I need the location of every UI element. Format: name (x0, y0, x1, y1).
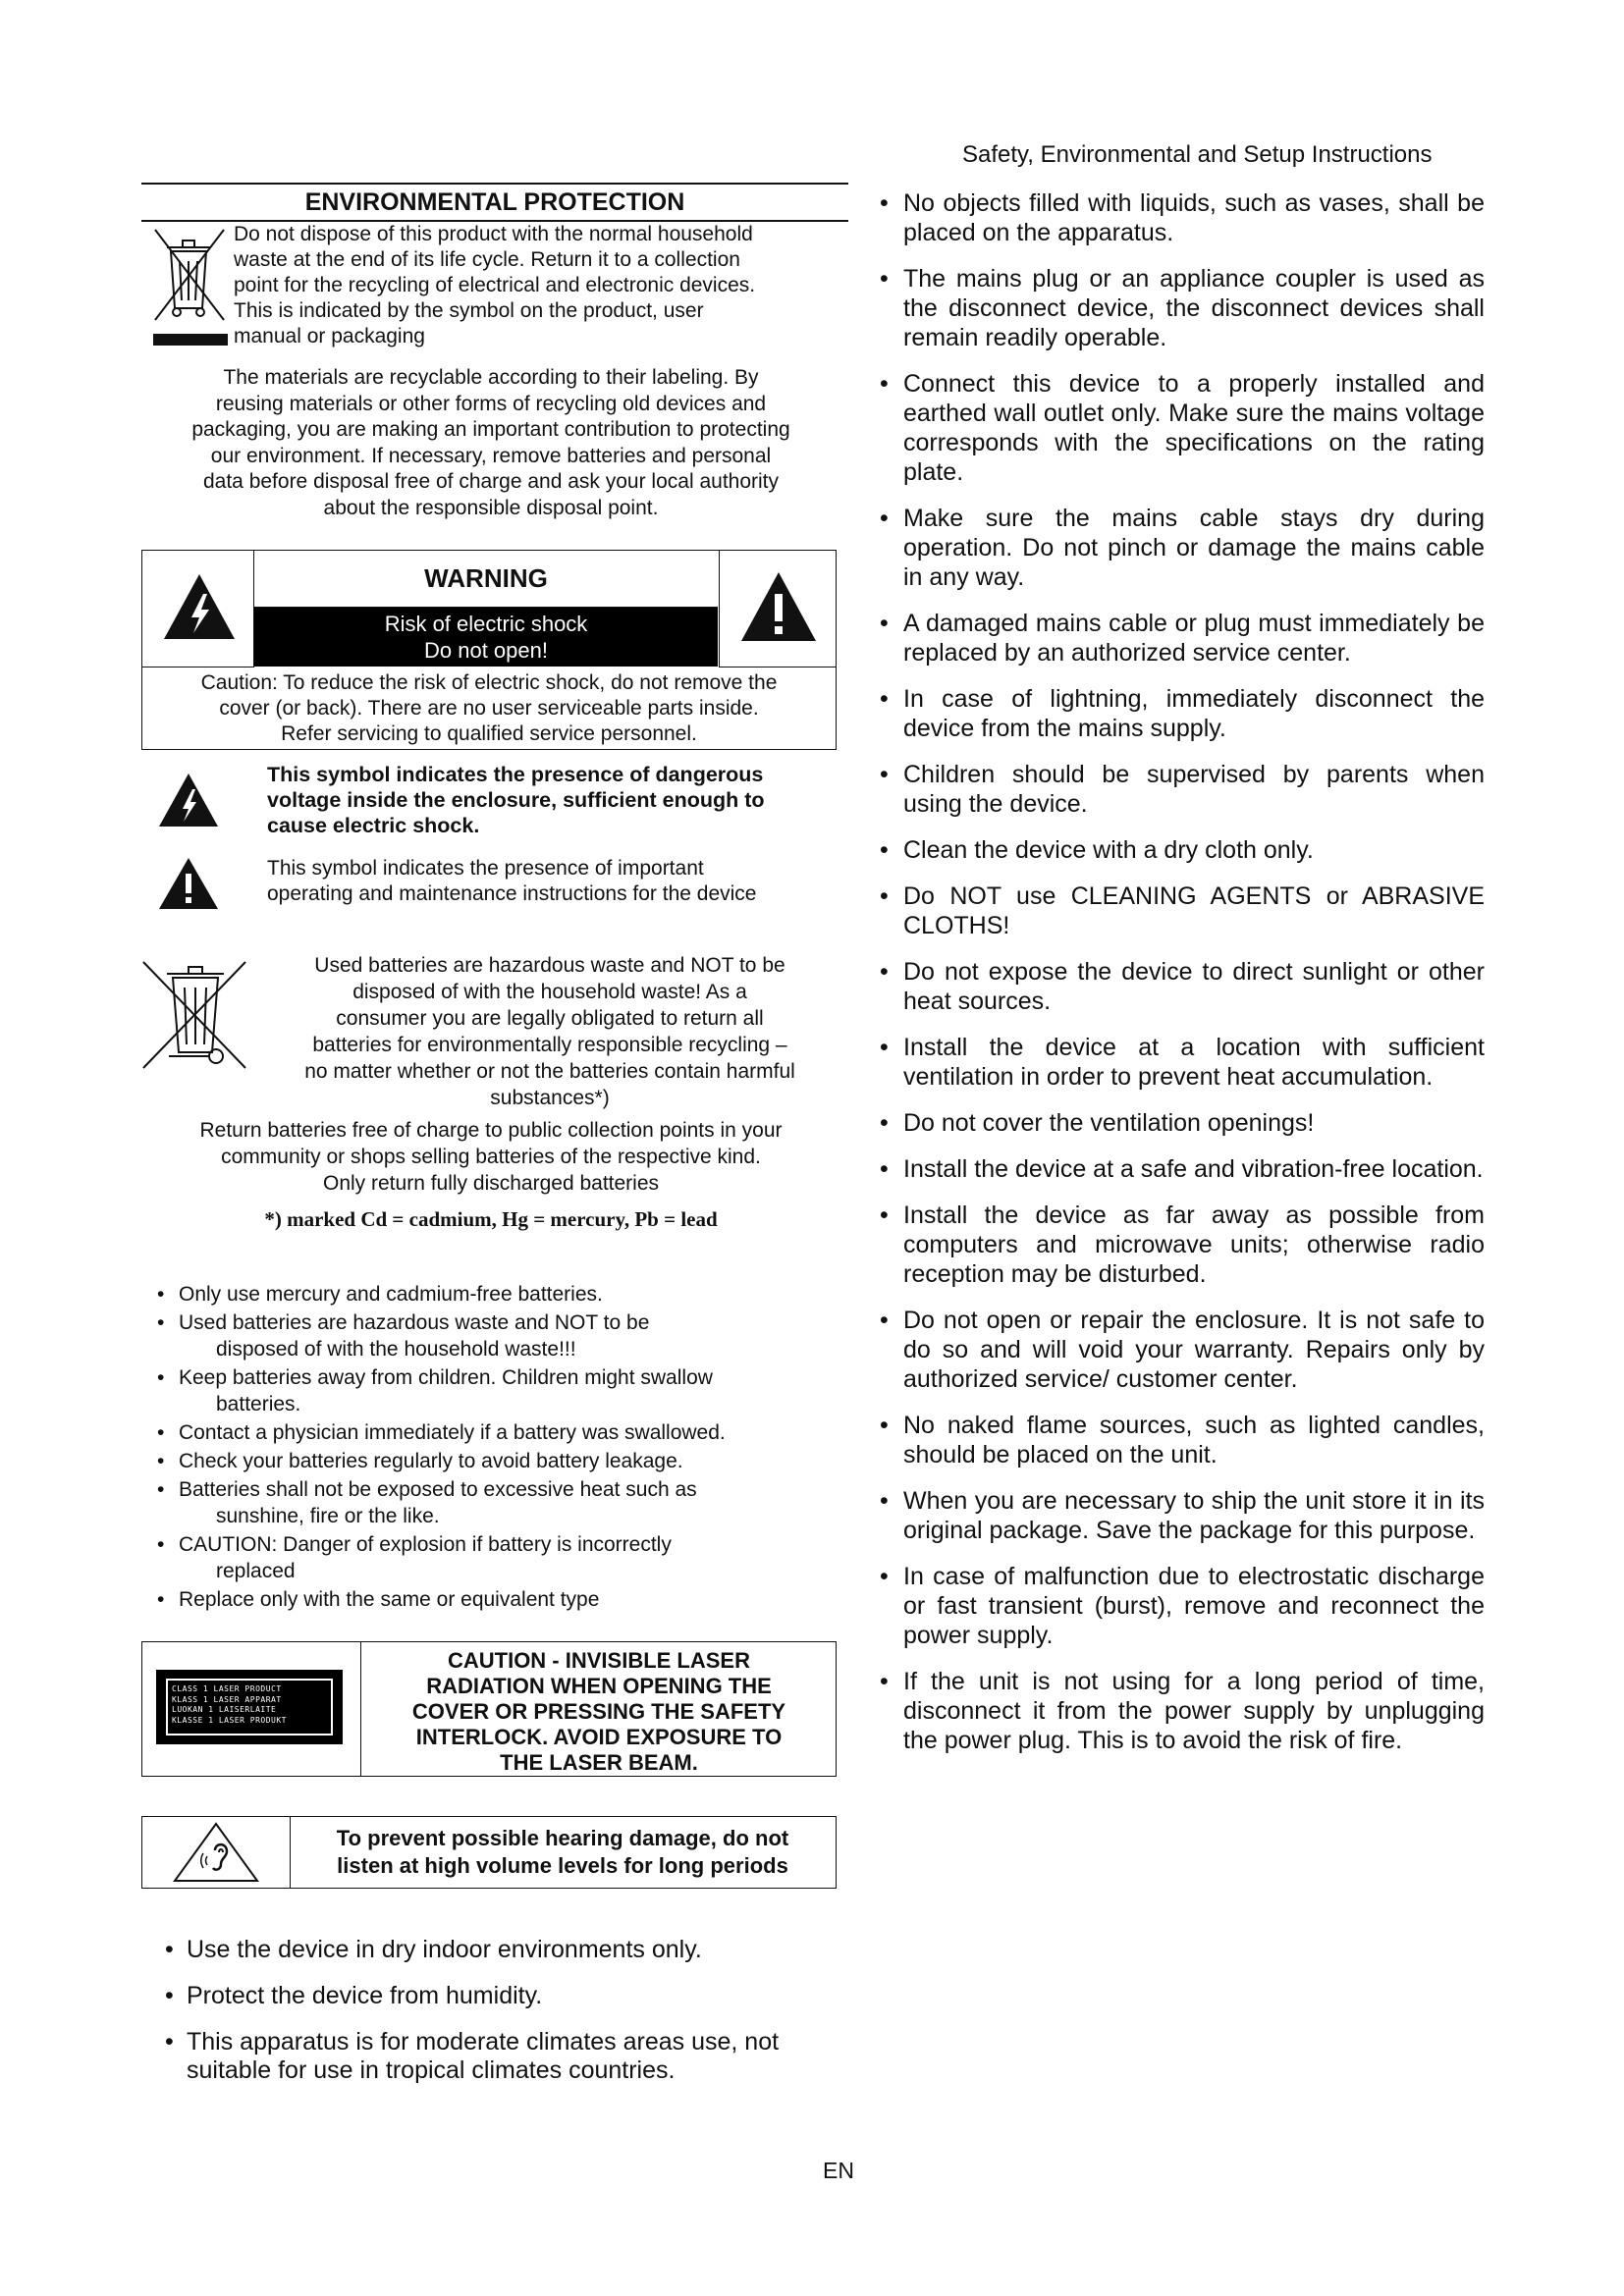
text-line: packaging, you are making an important contribution to protecting (191, 418, 790, 441)
lightning-triangle-icon (162, 572, 237, 641)
list-item: • Children should be supervised by parents when using the device. (876, 760, 1485, 819)
warning-right-cell (719, 551, 836, 667)
ear-warning-icon (172, 1821, 260, 1884)
battery-list (157, 1281, 805, 1615)
warning-box (141, 550, 837, 750)
battery-return-text (147, 1117, 835, 1197)
warning-title: WARNING (254, 551, 718, 608)
list-item: • Make sure the mains cable stays dry during operation. Do not pinch or damage the mains cable in any way. (876, 504, 1485, 592)
exclamation-triangle-icon (739, 570, 818, 643)
laser-caution-text (362, 1648, 836, 1776)
list-item: • No naked flame sources, such as lighted candles, should be placed on the unit. (876, 1411, 1485, 1469)
list-item: • The mains plug or an appliance coupler is used as the disconnect device, the disconnect devices shall remain readily operable. (876, 264, 1485, 352)
battery-marked-note: *) marked Cd = cadmium, Hg = mercury, Pb = lead (264, 1207, 718, 1231)
text-line: Used batteries are hazardous waste and NOT to be (314, 954, 785, 977)
text-line: manual or packaging (234, 325, 425, 347)
text-line: substances*) (490, 1087, 610, 1109)
list-item: • Protect the device from humidity. (165, 1982, 793, 2010)
environment-intro (234, 222, 823, 349)
hearing-warning-text (292, 1825, 834, 1880)
list-item: • CAUTION: Danger of explosion if battery is incorrectly replaced (157, 1531, 805, 1584)
text-line: Do not open! (424, 638, 548, 663)
warning-risk-banner (254, 608, 718, 667)
text-line: Caution: To reduce the risk of electric shock, do not remove the (200, 671, 778, 694)
list-item: • Do NOT use CLEANING AGENTS or ABRASIVE CLOTHS! (876, 881, 1485, 940)
list-item: • Check your batteries regularly to avoid battery leakage. (157, 1448, 805, 1474)
list-item: • Do not cover the ventilation openings! (876, 1108, 1485, 1138)
text-line: KLASSE 1 LASER PRODUKT (172, 1715, 287, 1725)
text-line: operating and maintenance instructions for the device (267, 882, 757, 905)
list-item: • Install the device at a safe and vibration-free location. (876, 1154, 1485, 1184)
text-line: COVER OR PRESSING THE SAFETY (411, 1699, 786, 1724)
list-item: • This apparatus is for moderate climates areas use, not suitable for use in tropical climates countries. (165, 2028, 793, 2085)
lightning-triangle-icon (157, 772, 220, 828)
text-line: our environment. If necessary, remove batteries and personal (210, 444, 772, 467)
safety-list (876, 188, 1485, 1772)
list-item: • Replace only with the same or equivalent type (157, 1586, 805, 1613)
text-line: CAUTION - INVISIBLE LASER (447, 1648, 750, 1673)
laser-label-cell (142, 1642, 361, 1776)
list-item: • Install the device at a location with sufficient ventilation in order to prevent heat accumulation. (876, 1033, 1485, 1092)
hearing-icon-cell (142, 1817, 291, 1888)
text-line: disposed of with the household waste! As a (352, 981, 747, 1003)
list-item: • Contact a physician immediately if a battery was swallowed. (157, 1419, 805, 1446)
warning-caution (142, 670, 836, 747)
text-line: THE LASER BEAM. (500, 1750, 698, 1775)
list-item: • Install the device as far away as possible from computers and microwave units; otherwise radio reception may be disturbed. (876, 1201, 1485, 1289)
text-line: no matter whether or not the batteries contain harmful (304, 1060, 795, 1083)
list-item: • Batteries shall not be exposed to excessive heat such as sunshine, fire or the like. (157, 1476, 805, 1529)
crossed-battery-bin-icon (139, 958, 249, 1072)
text-line: This symbol indicates the presence of important (267, 857, 704, 880)
list-item: • Clean the device with a dry cloth only. (876, 835, 1485, 865)
text-line: Do not dispose of this product with the normal household (234, 223, 753, 245)
text-line: cause electric shock. (267, 814, 480, 837)
hearing-warning-box (141, 1816, 837, 1889)
list-item: • If the unit is not using for a long period of time, disconnect it from the power supply by unplugging the power plug. This is to avoid the risk of fire. (876, 1667, 1485, 1755)
text-line: consumer you are legally obligated to return all (336, 1007, 764, 1030)
usage-list (165, 1936, 793, 2103)
voltage-symbol-text (267, 762, 817, 838)
environment-title: ENVIRONMENTAL PROTECTION (141, 183, 848, 222)
environment-body (147, 365, 835, 521)
page-header: Safety, Environmental and Setup Instructions (962, 141, 1433, 168)
text-line: batteries for environmentally responsible recycling – (312, 1034, 787, 1056)
text-line: The materials are recyclable according to their labeling. By (223, 366, 759, 389)
list-item: • Use the device in dry indoor environments only. (165, 1936, 793, 1964)
list-item: • Used batteries are hazardous waste and NOT to be disposed of with the household waste!!! (157, 1309, 805, 1362)
battery-warning-text (265, 952, 835, 1111)
crossed-bin-icon (143, 222, 234, 332)
text-line: To prevent possible hearing damage, do not (336, 1826, 789, 1850)
exclamation-triangle-icon (157, 856, 220, 911)
text-line: INTERLOCK. AVOID EXPOSURE TO (415, 1725, 783, 1749)
instructions-symbol-text (267, 856, 827, 907)
list-item: • Do not open or repair the enclosure. It is not safe to do so and will void your warranty. Repairs only by authorized service/ customer center. (876, 1306, 1485, 1394)
text-line: Only return fully discharged batteries (323, 1172, 659, 1195)
text-line: CLASS 1 LASER PRODUCT (172, 1684, 282, 1693)
text-line: KLASS 1 LASER APPARAT (172, 1694, 282, 1704)
text-line: data before disposal free of charge and ask your local authority (202, 470, 780, 493)
page-language-footer: EN (823, 2158, 854, 2183)
list-item: • A damaged mains cable or plug must immediately be replaced by an authorized service center. (876, 609, 1485, 667)
text-line: LUOKAN 1 LAISERLAITE (172, 1705, 277, 1714)
list-item: • No objects filled with liquids, such as vases, shall be placed on the apparatus. (876, 188, 1485, 247)
text-line: listen at high volume levels for long periods (337, 1853, 788, 1878)
laser-class-label (156, 1670, 343, 1744)
text-line: RADIATION WHEN OPENING THE (426, 1674, 772, 1698)
warning-left-cell (142, 551, 254, 667)
list-item: • Connect this device to a properly installed and earthed wall outlet only. Make sure the mains voltage corresponds with the specifications on the rating plate. (876, 369, 1485, 487)
text-line: about the responsible disposal point. (323, 496, 659, 519)
text-line: Risk of electric shock (384, 612, 588, 636)
list-item: • Keep batteries away from children. Children might swallow batteries. (157, 1364, 805, 1417)
list-item: • Only use mercury and cadmium-free batteries. (157, 1281, 805, 1308)
text-line: reusing materials or other forms of recycling old devices and (215, 392, 767, 415)
text-line: This symbol indicates the presence of dangerous (267, 763, 764, 786)
list-item: • In case of lightning, immediately disconnect the device from the mains supply. (876, 684, 1485, 743)
text-line: community or shops selling batteries of the respective kind. (221, 1146, 761, 1168)
text-line: voltage inside the enclosure, sufficient enough to (267, 788, 765, 812)
text-line: This is indicated by the symbol on the product, user (234, 299, 704, 322)
laser-caution-box (141, 1641, 837, 1777)
list-item: • In case of malfunction due to electrostatic discharge or fast transient (burst), remove and reconnect the power supply. (876, 1562, 1485, 1650)
weee-bar (153, 334, 228, 346)
text-line: Return batteries free of charge to public collection points in your (199, 1119, 783, 1142)
text-line: waste at the end of its life cycle. Return it to a collection (234, 248, 740, 271)
list-item: • When you are necessary to ship the unit store it in its original package. Save the package for this purpose. (876, 1486, 1485, 1545)
text-line: point for the recycling of electrical and electronic devices. (234, 274, 756, 296)
list-item: • Do not expose the device to direct sunlight or other heat sources. (876, 957, 1485, 1016)
text-line: cover (or back). There are no user serviceable parts inside. (219, 697, 759, 720)
text-line: Refer servicing to qualified service personnel. (281, 722, 697, 745)
